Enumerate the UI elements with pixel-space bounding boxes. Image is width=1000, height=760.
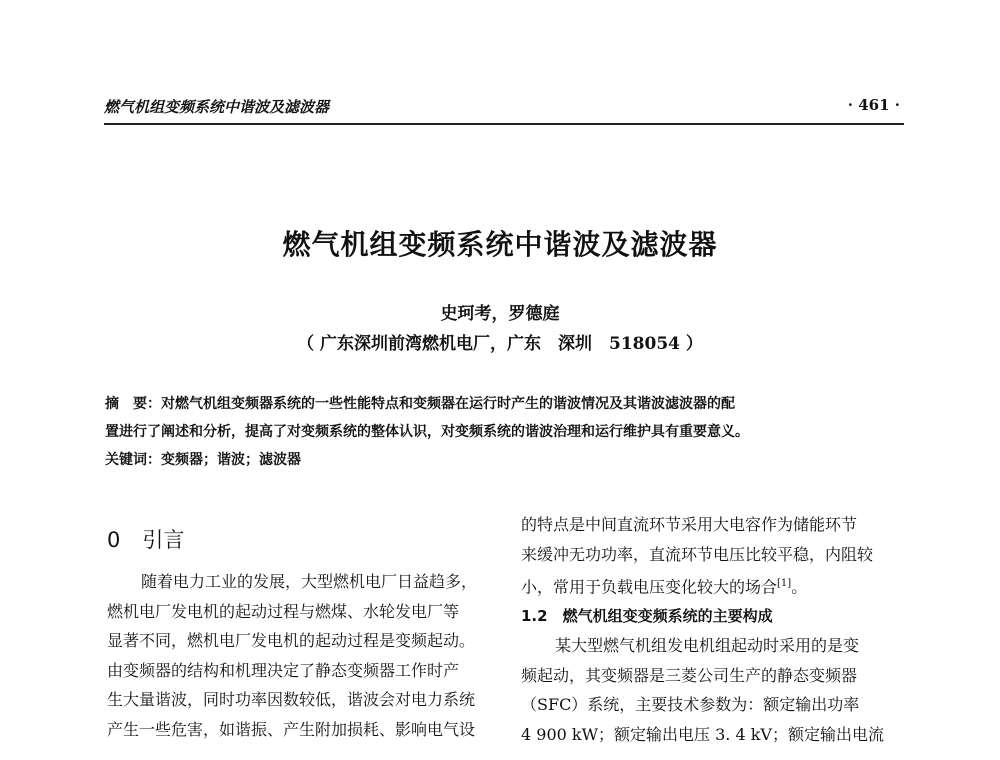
subsection-heading: 1.2 燃气机组变变频系统的主要构成 xyxy=(521,606,773,625)
abstract xyxy=(105,390,905,446)
body-line: 由变频器的结构和机理决定了静态变频器工作时产 xyxy=(107,660,460,680)
keywords-text: 变频器；谐波；滤波器 xyxy=(161,452,301,468)
body-line: 燃机电厂发电机的起动过程与燃煤、水轮发电厂等 xyxy=(107,601,460,621)
left-column xyxy=(107,567,492,744)
right-column xyxy=(521,510,906,749)
running-title: 燃气机组变频系统中谐波及滤波器 xyxy=(104,98,330,116)
body-line: （SFC）系统，主要技术参数为：额定输出功率 xyxy=(521,695,860,715)
body-line: 显著不同，燃机电厂发电机的起动过程是变频起动。 xyxy=(107,631,476,650)
body-line: 频起动，其变频器是三菱公司生产的静态变频器 xyxy=(521,665,858,685)
body-line: 来缓冲无功功率，直流环节电压比较平稳，内阻较 xyxy=(521,544,874,564)
body-line: 随着电力工业的发展，大型燃机电厂日益趋多， xyxy=(141,572,478,591)
article-title: 燃气机组变频系统中谐波及滤波器 xyxy=(282,228,718,261)
keywords xyxy=(105,446,905,474)
header-rule xyxy=(104,123,904,125)
citation-ref: [1] xyxy=(777,578,792,589)
body-line: 某大型燃气机组发电机组起动时采用的是变 xyxy=(555,636,860,656)
abstract-label: 摘 要： xyxy=(105,396,161,412)
abstract-line-1 xyxy=(105,390,905,418)
body-text: 。 xyxy=(791,577,808,597)
section-title: 引言 xyxy=(142,528,185,552)
abstract-text-1: 对燃气机组变频器系统的一些性能特点和变频器在运行时产生的谐波情况及其谐波滤波器的配 xyxy=(161,396,735,412)
section-heading-0 xyxy=(107,524,184,554)
body-text: 小，常用于负载电压变化较大的场合 xyxy=(521,577,778,597)
authors: 史珂考，罗德庭 xyxy=(440,304,560,324)
body-line xyxy=(521,569,906,602)
affiliation: （ 广东深圳前湾燃机电厂，广东 深圳 518054 ） xyxy=(297,334,703,354)
page-number: · 461 · xyxy=(847,96,900,114)
body-line: 生大量谐波，同时功率因数较低，谐波会对电力系统 xyxy=(107,690,476,709)
section-number: 0 xyxy=(107,528,121,552)
keywords-label: 关键词： xyxy=(105,452,161,468)
body-line: 4 900 kW；额定输出电压 3. 4 kV；额定输出电流 xyxy=(521,724,884,744)
abstract-text-2: 置进行了阐述和分析，提高了对变频系统的整体认识，对变频系统的谐波治理和运行维护具有重要意义。 xyxy=(105,424,749,440)
body-line: 的特点是中间直流环节采用大电容作为储能环节 xyxy=(521,515,858,534)
body-line: 产生一些危害，如谐振、产生附加损耗、影响电气设 xyxy=(107,719,476,739)
